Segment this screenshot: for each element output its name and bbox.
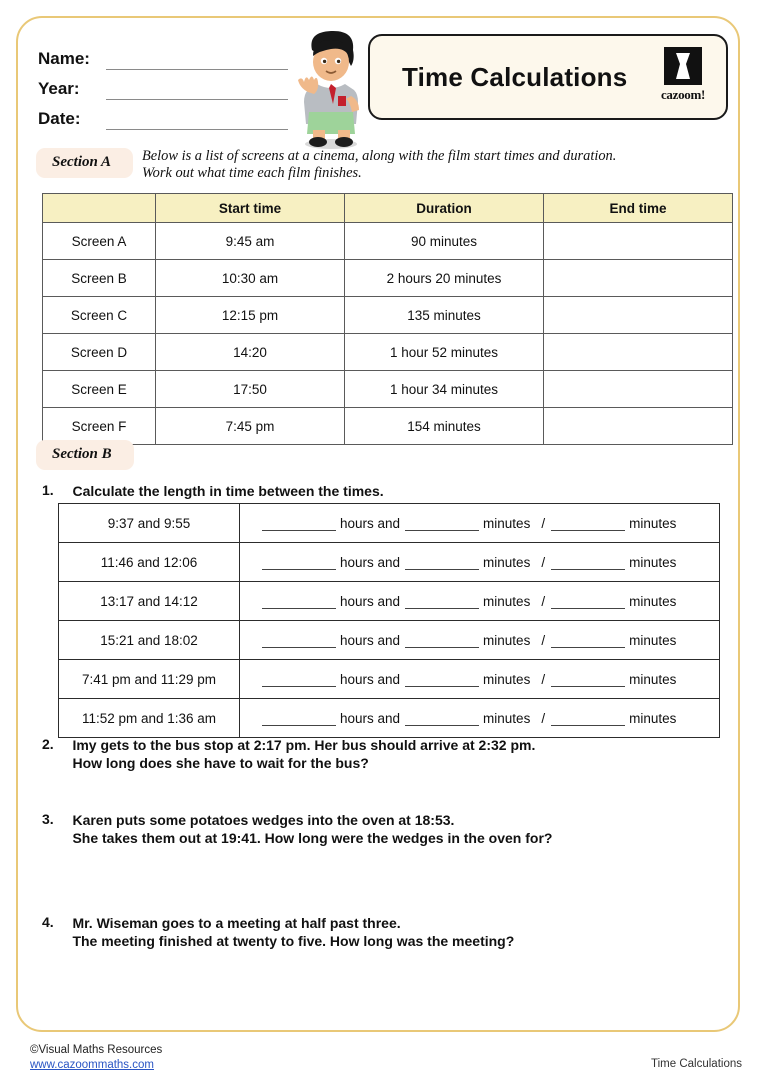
section-a-instructions xyxy=(142,148,732,182)
column-header-start-time: Start time xyxy=(156,194,345,223)
question-1-number: 1. xyxy=(42,482,54,498)
section-a-instruction-line-1: Below is a list of screens at a cinema, along with the film start times and duration. xyxy=(142,148,617,164)
answer-blank-total-minutes[interactable] xyxy=(551,712,625,726)
label-minutes-total: minutes xyxy=(629,593,677,609)
cell-answer-blanks xyxy=(240,621,720,660)
answer-blank-minutes[interactable] xyxy=(405,673,479,687)
cell-end-time-answer[interactable] xyxy=(544,297,733,334)
label-hours-and: hours and xyxy=(340,554,401,570)
student-fields xyxy=(38,40,288,130)
schoolboy-mascot-icon xyxy=(286,26,376,150)
label-minutes-total: minutes xyxy=(629,554,677,570)
cazoom-logo-wordmark: cazoom! xyxy=(660,87,706,102)
answer-blank-minutes[interactable] xyxy=(405,712,479,726)
section-a-label: Section A xyxy=(36,148,133,178)
label-minutes: minutes xyxy=(483,671,531,687)
answer-blank-minutes[interactable] xyxy=(405,595,479,609)
cell-answer-blanks xyxy=(240,504,720,543)
cell-screen: Screen A xyxy=(43,223,156,260)
name-field-line[interactable] xyxy=(106,49,288,70)
table-row xyxy=(59,582,720,621)
cell-start-time: 17:50 xyxy=(156,371,345,408)
column-header-screen xyxy=(43,194,156,223)
cell-answer-blanks xyxy=(240,699,720,738)
cell-screen: Screen E xyxy=(43,371,156,408)
answer-blank-total-minutes[interactable] xyxy=(551,556,625,570)
cell-start-time: 9:45 am xyxy=(156,223,345,260)
question-1-text: Calculate the length in time between the times. xyxy=(72,483,384,499)
label-slash: / xyxy=(541,515,546,531)
cell-start-time: 12:15 pm xyxy=(156,297,345,334)
label-hours-and: hours and xyxy=(340,671,401,687)
label-minutes-total: minutes xyxy=(629,632,677,648)
label-minutes: minutes xyxy=(483,515,531,531)
question-3 xyxy=(42,811,722,847)
answer-blank-minutes[interactable] xyxy=(405,634,479,648)
answer-blank-hours[interactable] xyxy=(262,712,336,726)
footer-doc-title: Time Calculations xyxy=(651,1058,742,1070)
question-4-line-2: The meeting finished at twenty to five. How long was the meeting? xyxy=(72,933,515,949)
table-row xyxy=(59,621,720,660)
name-field-row xyxy=(38,40,288,70)
label-slash: / xyxy=(541,710,546,726)
table-row xyxy=(43,297,733,334)
label-hours-and: hours and xyxy=(340,632,401,648)
label-minutes: minutes xyxy=(483,710,531,726)
cell-end-time-answer[interactable] xyxy=(544,223,733,260)
answer-blank-total-minutes[interactable] xyxy=(551,595,625,609)
question-2 xyxy=(42,736,722,772)
label-slash: / xyxy=(541,593,546,609)
label-minutes-total: minutes xyxy=(629,671,677,687)
cell-end-time-answer[interactable] xyxy=(544,371,733,408)
answer-blank-hours[interactable] xyxy=(262,634,336,648)
cazoom-logo xyxy=(656,47,710,107)
label-minutes-total: minutes xyxy=(629,515,677,531)
label-slash: / xyxy=(541,671,546,687)
question-2-number: 2. xyxy=(42,736,54,752)
question-4-line-1: Mr. Wiseman goes to a meeting at half past three. xyxy=(72,915,401,931)
cell-time-pair: 13:17 and 14:12 xyxy=(59,582,240,621)
cell-time-pair: 11:46 and 12:06 xyxy=(59,543,240,582)
question-4-body xyxy=(72,914,514,950)
page-title: Time Calculations xyxy=(402,61,628,92)
table-row xyxy=(59,543,720,582)
copyright-text: ©Visual Maths Resources xyxy=(30,1044,163,1056)
name-field-label: Name: xyxy=(38,49,90,68)
label-minutes-total: minutes xyxy=(629,710,677,726)
cell-answer-blanks xyxy=(240,660,720,699)
cell-duration: 1 hour 34 minutes xyxy=(345,371,544,408)
cell-duration: 1 hour 52 minutes xyxy=(345,334,544,371)
label-minutes: minutes xyxy=(483,632,531,648)
worksheet-title-box xyxy=(368,34,728,120)
answer-blank-total-minutes[interactable] xyxy=(551,517,625,531)
question-1 xyxy=(42,482,722,501)
question-4 xyxy=(42,914,722,950)
cell-time-pair: 15:21 and 18:02 xyxy=(59,621,240,660)
question-2-body xyxy=(72,736,535,772)
label-hours-and: hours and xyxy=(340,710,401,726)
question-2-line-1: Imy gets to the bus stop at 2:17 pm. Her bus should arrive at 2:32 pm. xyxy=(72,737,536,753)
label-hours-and: hours and xyxy=(340,593,401,609)
question-4-number: 4. xyxy=(42,914,54,930)
cell-screen: Screen C xyxy=(43,297,156,334)
answer-blank-hours[interactable] xyxy=(262,673,336,687)
question-3-line-2: She takes them out at 19:41. How long were the wedges in the oven for? xyxy=(72,830,553,846)
table-header-row xyxy=(43,194,733,223)
cell-duration: 90 minutes xyxy=(345,223,544,260)
cell-screen: Screen D xyxy=(43,334,156,371)
table-row xyxy=(43,260,733,297)
cell-time-pair: 11:52 pm and 1:36 am xyxy=(59,699,240,738)
answer-blank-total-minutes[interactable] xyxy=(551,634,625,648)
table-row xyxy=(43,223,733,260)
cell-end-time-answer[interactable] xyxy=(544,334,733,371)
label-slash: / xyxy=(541,632,546,648)
cell-duration: 154 minutes xyxy=(345,408,544,445)
table-row xyxy=(43,371,733,408)
cell-start-time: 10:30 am xyxy=(156,260,345,297)
cazoom-logo-mark-icon xyxy=(664,47,702,85)
cell-end-time-answer[interactable] xyxy=(544,408,733,445)
answer-blank-minutes[interactable] xyxy=(405,556,479,570)
column-header-duration: Duration xyxy=(345,194,544,223)
table-row xyxy=(43,334,733,371)
year-field-row xyxy=(38,70,288,100)
label-minutes: minutes xyxy=(483,593,531,609)
table-row xyxy=(43,408,733,445)
answer-blank-hours[interactable] xyxy=(262,556,336,570)
answer-blank-hours[interactable] xyxy=(262,517,336,531)
table-row xyxy=(59,660,720,699)
cell-duration: 135 minutes xyxy=(345,297,544,334)
year-field-label: Year: xyxy=(38,79,80,98)
cell-time-pair: 9:37 and 9:55 xyxy=(59,504,240,543)
cinema-screens-table xyxy=(42,193,733,445)
section-a-label-wrap xyxy=(36,148,133,178)
answer-blank-hours[interactable] xyxy=(262,595,336,609)
date-field-line[interactable] xyxy=(106,109,288,130)
cell-time-pair: 7:41 pm and 11:29 pm xyxy=(59,660,240,699)
date-field-row xyxy=(38,100,288,130)
time-difference-table xyxy=(58,503,720,738)
cell-screen: Screen F xyxy=(43,408,156,445)
label-slash: / xyxy=(541,554,546,570)
cell-duration: 2 hours 20 minutes xyxy=(345,260,544,297)
question-3-line-1: Karen puts some potatoes wedges into the oven at 18:53. xyxy=(72,812,455,828)
cell-screen: Screen B xyxy=(43,260,156,297)
worksheet-header xyxy=(38,40,728,148)
question-2-line-2: How long does she have to wait for the bus? xyxy=(72,755,369,771)
section-a-instruction-line-2: Work out what time each film finishes. xyxy=(142,165,362,181)
column-header-end-time: End time xyxy=(544,194,733,223)
question-3-body xyxy=(72,811,552,847)
cell-end-time-answer[interactable] xyxy=(544,260,733,297)
section-b-label-wrap xyxy=(36,440,134,470)
table-row xyxy=(59,699,720,738)
answer-blank-minutes[interactable] xyxy=(405,517,479,531)
cell-start-time: 7:45 pm xyxy=(156,408,345,445)
label-hours-and: hours and xyxy=(340,515,401,531)
cell-answer-blanks xyxy=(240,582,720,621)
cell-start-time: 14:20 xyxy=(156,334,345,371)
website-link[interactable]: www.cazoommaths.com xyxy=(30,1059,154,1071)
section-b-label: Section B xyxy=(36,440,134,470)
label-minutes: minutes xyxy=(483,554,531,570)
table-row xyxy=(59,504,720,543)
date-field-label: Date: xyxy=(38,109,81,128)
question-3-number: 3. xyxy=(42,811,54,827)
answer-blank-total-minutes[interactable] xyxy=(551,673,625,687)
footer-left xyxy=(30,1043,162,1073)
page-footer xyxy=(30,1043,742,1077)
year-field-line[interactable] xyxy=(106,79,288,100)
cell-answer-blanks xyxy=(240,543,720,582)
